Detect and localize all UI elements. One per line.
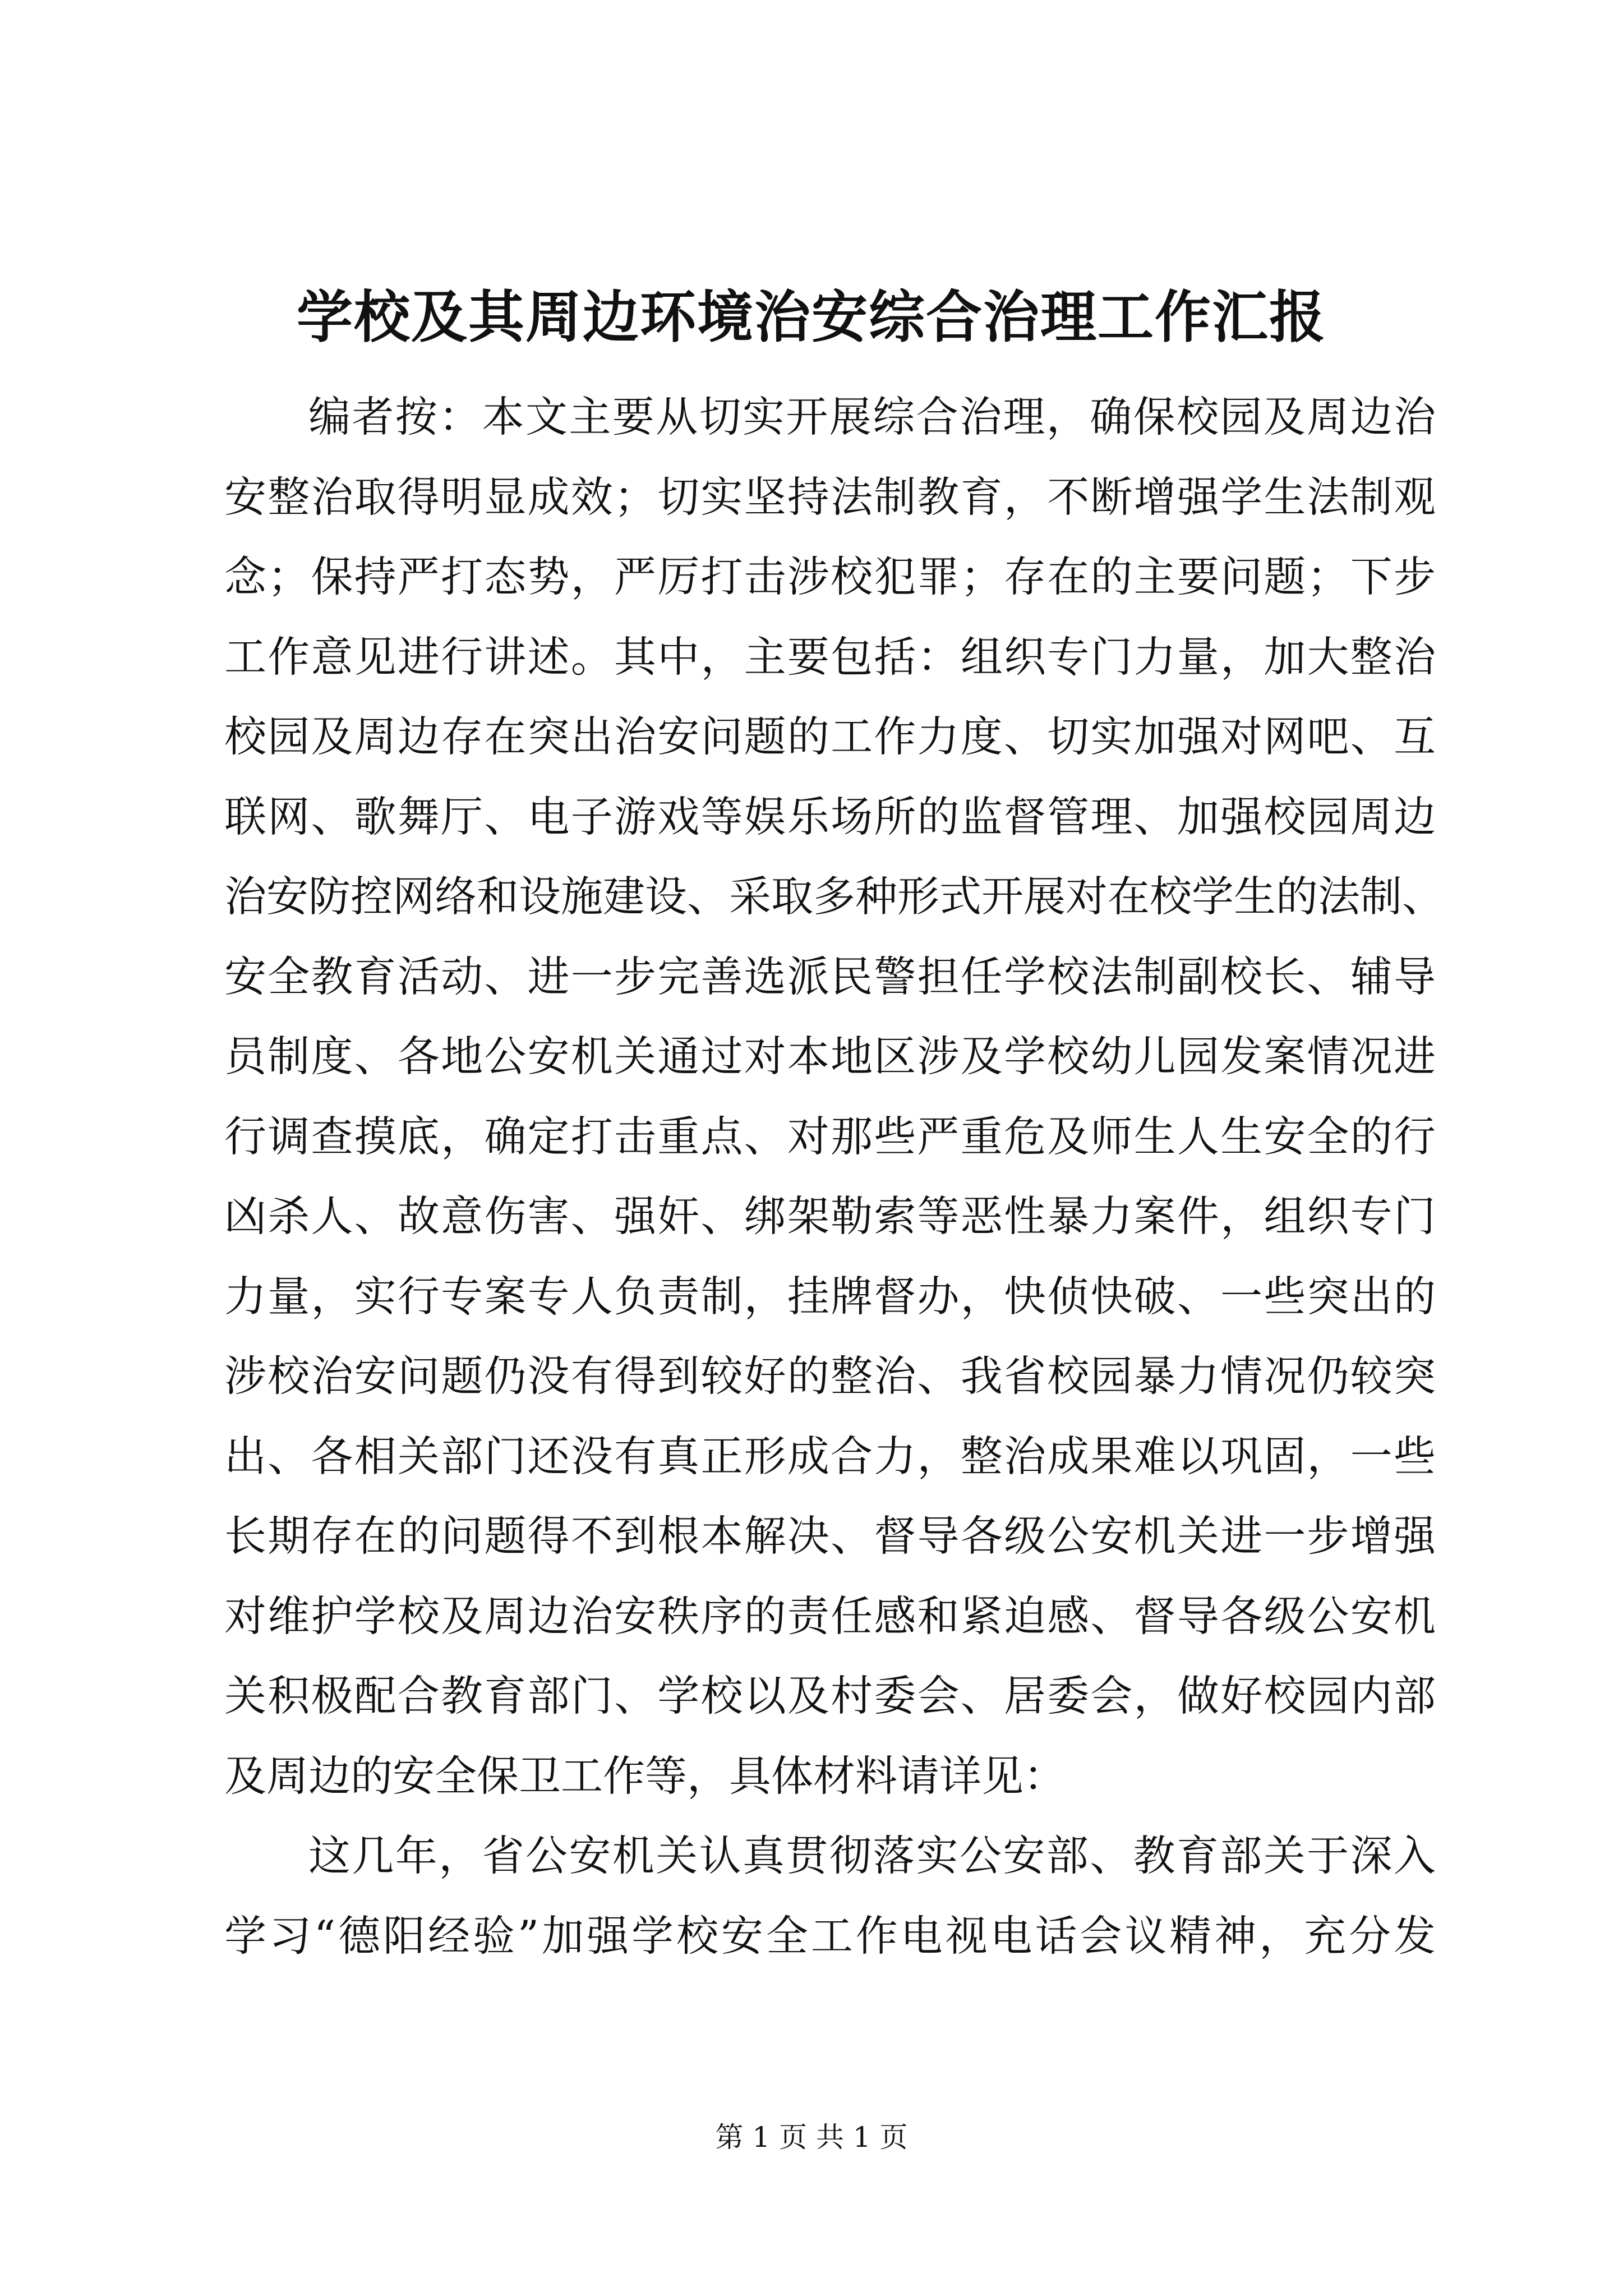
- text-line: 学习“德阳经验”加强学校安全工作电视电话会议精神，充分发: [224, 1911, 1436, 1961]
- text-line: 涉校治安问题仍没有得到较好的整治、我省校园暴力情况仍较突: [224, 1351, 1436, 1401]
- text-line: 行调查摸底，确定打击重点、对那些严重危及师生人生安全的行: [224, 1111, 1436, 1161]
- text-line: 校园及周边存在突出治安问题的工作力度、切实加强对网吧、互: [224, 712, 1436, 761]
- document-body: [224, 377, 1445, 1976]
- text-line: 编者按：本文主要从切实开展综合治理，确保校园及周边治: [308, 392, 1436, 441]
- text-line: 安全教育活动、进一步完善选派民警担任学校法制副校长、辅导: [224, 951, 1436, 1001]
- text-line: 关积极配合教育部门、学校以及村委会、居委会，做好校园内部: [224, 1671, 1436, 1720]
- page-number-footer: 第 1 页 共 1 页: [715, 2121, 908, 2154]
- paragraph-body: [224, 1816, 1436, 1976]
- text-line: 及周边的安全保卫工作等，具体材料请详见：: [224, 1751, 1066, 1801]
- text-line: 这几年，省公安机关认真贯彻落实公安部、教育部关于深入: [308, 1831, 1436, 1880]
- text-line: 长期存在的问题得不到根本解决、督导各级公安机关进一步增强: [224, 1511, 1436, 1561]
- text-line: 对维护学校及周边治安秩序的责任感和紧迫感、督导各级公安机: [224, 1591, 1436, 1641]
- paragraph-editor-note: [224, 377, 1445, 1816]
- text-line: 联网、歌舞厅、电子游戏等娱乐场所的监督管理、加强校园周边: [224, 792, 1436, 841]
- text-line: 员制度、各地公安机关通过对本地区涉及学校幼儿园发案情况进: [224, 1032, 1436, 1081]
- text-line: 工作意见进行讲述。其中，主要包括：组织专门力量，加大整治: [224, 632, 1436, 682]
- document-title: 学校及其周边环境治安综合治理工作汇报: [297, 284, 1326, 350]
- text-line: 力量，实行专案专人负责制，挂牌督办，快侦快破、一些突出的: [224, 1271, 1436, 1321]
- text-line: 凶杀人、故意伤害、强奸、绑架勒索等恶性暴力案件，组织专门: [224, 1191, 1436, 1241]
- text-line: 念；保持严打态势，严厉打击涉校犯罪；存在的主要问题；下步: [224, 552, 1436, 601]
- text-line: 安整治取得明显成效；切实坚持法制教育，不断增强学生法制观: [224, 472, 1436, 522]
- text-line: 出、各相关部门还没有真正形成合力，整治成果难以巩固，一些: [224, 1431, 1436, 1481]
- text-line: 治安防控网络和设施建设、采取多种形式开展对在校学生的法制、: [224, 872, 1445, 921]
